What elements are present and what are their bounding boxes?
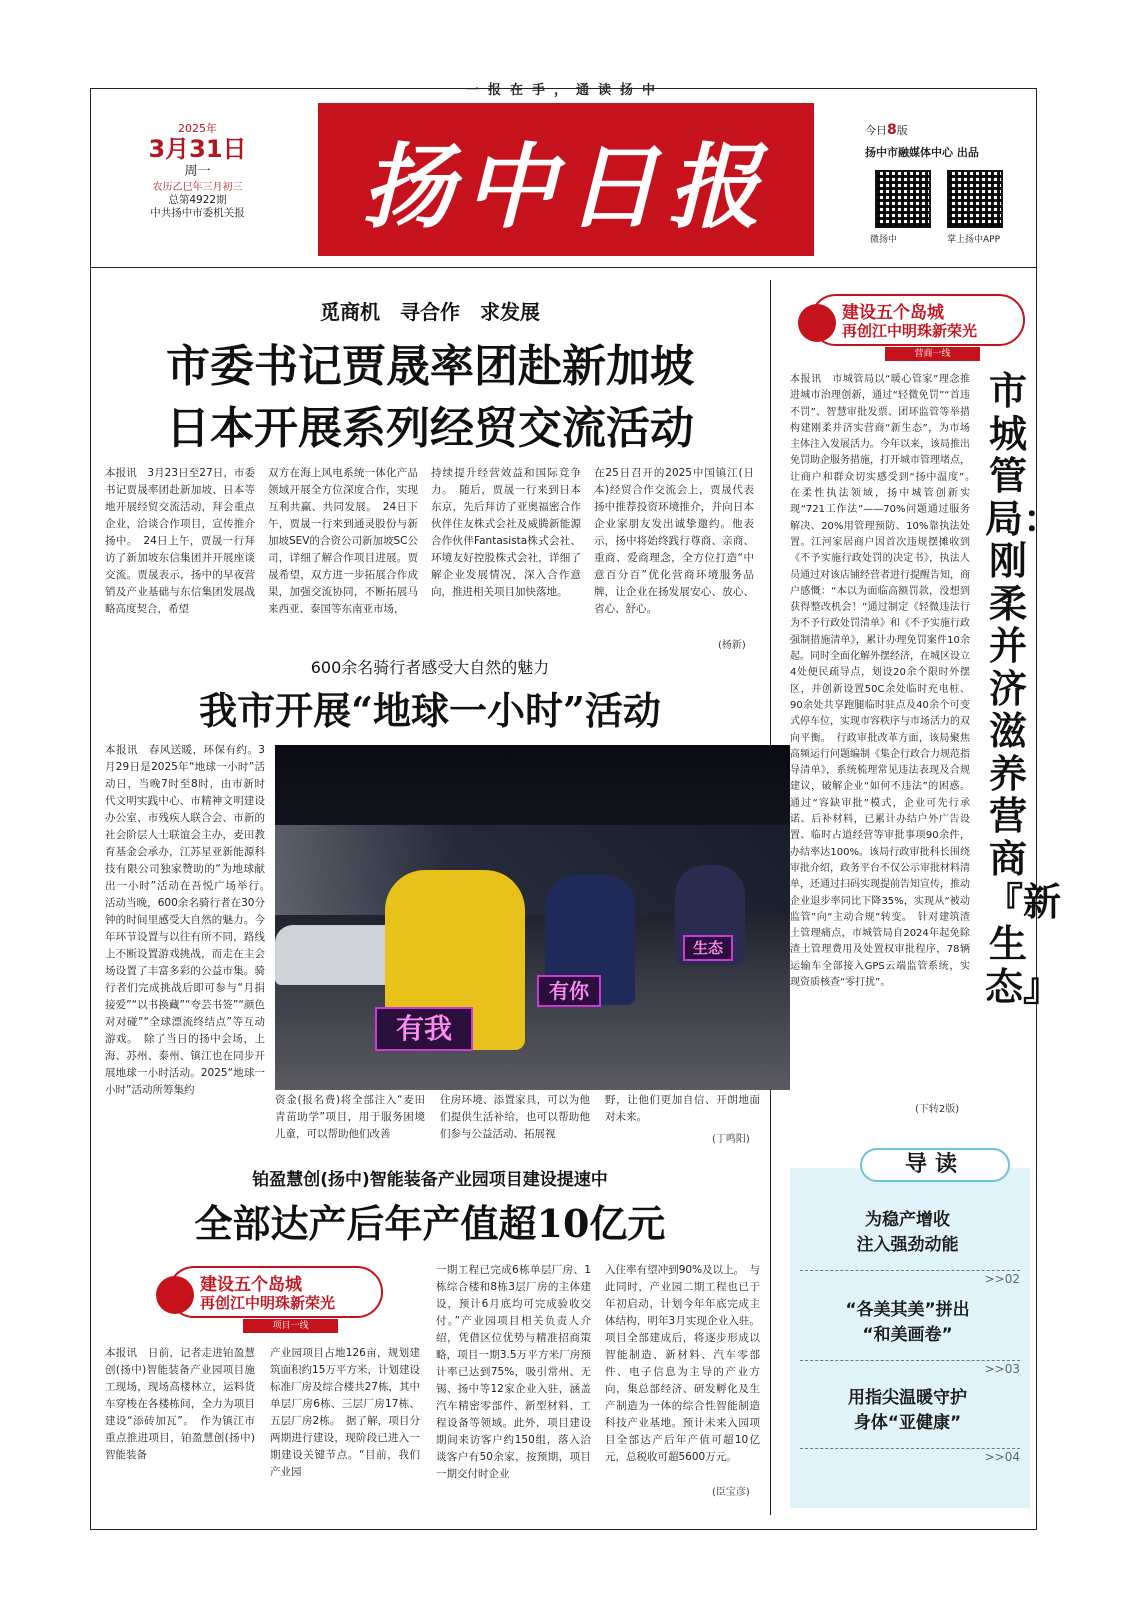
date-block [140, 122, 255, 221]
banner-tag: 营商一线 [885, 347, 980, 361]
guide-item-2-page[interactable]: >>03 [800, 1360, 1020, 1376]
lead-kicker: 觅商机 寻合作 求发展 [320, 300, 540, 324]
lead-title-line1: 市委书记贾晟率团赴新加坡 [166, 341, 694, 392]
story3-title: 全部达产后年产值超10亿元 [194, 1201, 666, 1246]
lead-col-1: 本报讯 3月23日至27日，市委书记贾晟率团赴新加坡、日本等地开展经贸交流活动，拜会重点企业，洽谈合作项目，宣传推介扬中。 24日上午，贾晟一行拜访了新加坡东信集团并开展座谈交流。贾晟表示，扬中的早夜营销及产业基础与东信集团发展战略高度契合，希望 [105, 467, 255, 615]
guide-item-1[interactable] [800, 1208, 1015, 1257]
publisher-org: 中共扬中市委机关报 [150, 207, 245, 220]
lead-credit: (杨新) [718, 640, 746, 651]
banner-line1: 建设五个岛城 [200, 1275, 302, 1295]
story2-kicker: 600余名骑行者感受大自然的魅力 [310, 658, 550, 677]
story3-col-1: 本报讯 日前，记者走进铂盈慧创(扬中)智能装备产业园项目施工现场，现场高楼林立，运料货车穿梭在各楼栋间，全力为项目建设“添砖加瓦”。 作为镇江市重点推进项目，铂盈慧创(扬中)智能装备 [105, 1347, 255, 1461]
lead-col-4: 在25日召开的2025中国镇江(日本)经贸合作交流会上，贾晟代表扬中推荐投资环境推介，并向日本企业家朋友发出诚挚邀约。他表示，扬中将始终践行尊商、亲商、重商、爱商理念，全方位打造“中意百分百”优化营商环境服务品牌，让企业在扬发展安心、放心、省心、舒心。 [594, 467, 754, 615]
qr-code-wechat[interactable] [875, 170, 931, 228]
guide-item-2-line2: “和美画卷” [862, 1324, 953, 1345]
story2-col-2: 资金(报名费)将全部注入“麦田青苗助学”项目，用于服务困境儿童，可以帮助他们改善 [275, 1094, 425, 1140]
photo-sign-2: 有你 [537, 975, 601, 1007]
banner-line2: 再创江中明珠新荣光 [200, 1294, 336, 1312]
guide-item-2-line1: “各美其美”拼出 [845, 1300, 970, 1320]
story2-col-4: 野，让他们更加自信、开朗地面对未来。 [605, 1094, 760, 1123]
slogan: 一报在手，通读扬中 [465, 83, 664, 98]
banner-line2: 再创江中明珠新荣光 [842, 322, 978, 340]
producer: 扬中市融媒体中心 出品 [865, 146, 979, 159]
pages-unit: 版 [896, 124, 908, 137]
masthead-title: 扬中日报 [361, 132, 770, 241]
guide-item-3[interactable] [800, 1386, 1015, 1435]
banner-emblem [798, 304, 836, 342]
story2-col-3: 住房环境、添置家具，可以为他们提供生活补给，也可以帮助他们参与公益活动、拓展视 [440, 1094, 590, 1140]
qr2-label: 掌上扬中APP [946, 235, 1000, 245]
banner-line1: 建设五个岛城 [842, 303, 944, 323]
lunar-date: 农历乙巳年三月初三 [152, 181, 243, 193]
pages-label: 今日 [865, 124, 887, 137]
qr-codes [875, 170, 1003, 228]
guide-item-2[interactable] [800, 1298, 1015, 1347]
guide-item-1-line2: 注入强劲动能 [856, 1234, 959, 1255]
photo-sign-1: 有我 [375, 1007, 473, 1051]
lead-title-line2: 日本开展系列经贸交流活动 [166, 403, 694, 454]
guide-item-3-line2: 身体“亚健康” [853, 1412, 962, 1433]
guide-item-1-line1: 为稳产增收 [865, 1210, 950, 1230]
guide-caption: 导读 [860, 1148, 1010, 1182]
story3-col-4: 入住率有望冲到90%及以上。 与此同时，产业园二期工程也已于年初启动，计划今年年底完成主体结构，明年3月实现企业入驻。项目全部建成后，将逐步形成以智能制造、新材料、汽车零部件、电子信息为主导的产业方向，集总部经济、研发孵化及生产制造为一体的综合性智能制造科技产业基地。预计未来入园项目全部达产后年产值可超10亿元，总税收可超5600万元。 [605, 1264, 760, 1463]
story3-kicker: 铂盈慧创(扬中)智能装备产业园项目建设提速中 [252, 1170, 608, 1190]
side-body: 本报讯 市城管局以“暖心管家”理念推进城市治理创新，通过“轻微免罚”“首违不罚”、智慧审批发票、团环监管等举措构建刚柔并济实营商“新生态”，为市场主体注入发展活力。今年以来，该局推出免罚助企服务措施，打开城市管理堵点，让商户和群众切实感受到“扬中温度”。 在柔性执法领域，扬中城管创新实现“721工作法”——70%问题通过服务解决、20%用管理预防、10%靠执法处置。江河家居商户因首次违规摆摊收到《不予实施行政处罚的决定书》，执法人员通过对该店铺经营者进行提醒告知，商户感慨：“本以为面临高额罚款，没想到获得整改机会！”通过制定《轻微违法行为不予行政处罚清单》和《不予实施行政强制措施清单》，累计办理免罚案件10余起。同时全面化解外摆经济，在城区设立4处便民疏导点，划设20余个限时外摆区，并创新设置50C余处临时充电桩、90余处共享跑腿临时驻点及40余个可变式停车位，实现市容秩序与市场活力的双向平衡。 行政审批改革方面，该局聚焦高频运行问题编制《集企行政合力规范指导清单》，系统梳理常见违法表现及合规建议，破解企业“如何不违法”的困惑。通过“容缺审批”模式，企业可先行承诺、后补材料，已累计办结户外广告设置、临时占道经营等审批事项90余件，办结率达100%。该局行政审批科长围绕审批介绍，政务平台不仅公示审批材料清单，还通过扫码实现提前告知宣传，推动企业退步率同比下降35%，实现从“被动监管”向“主动合规”转变。 针对建筑渣土管理痛点，市城管局自2024年起免除渣土管理费用及处置权审批程序，78辆运输车全部接入GPS云端监管系统，实现资质核查“零打扰”。 [790, 374, 980, 988]
qr1-label: 微扬中 [870, 235, 898, 245]
story3-col-2: 产业园项目占地126亩，规划建筑面积约15万平方米，计划建设标准厂房及综合楼共27栋，其中单层厂房6栋、三层厂房17栋、五层厂房2栋。 据了解，项目分两期进行建设，现阶段已进入一期建设关键节点。“目前，我们产业园 [270, 1347, 420, 1478]
side-divider-top [770, 267, 771, 268]
story2-col-1: 本报讯 春风送暖，环保有约。3月29日是2025年“地球一小时”活动日，当晚7时至8时，由市新时代文明实践中心、市精神文明建设办公室、市残疾人联合会、市新的社会阶层人士联谊会主办，麦田教育基金会承办，江苏星亚新能源科技有限公司独家赞助的“为地球献出一小时”活动在吾悦广场举行。 活动当晚，600余名骑行者在30分钟的时间里感受大自然的魅力。今年环节设置与以往有所不同，路线上不断设置游戏挑战，而走在主会场设置了丰富多彩的公益市集。骑行者们完成挑战后即可参与“月捐接爱”“以书换藏”“夸芸书签”“颜色对对碰”“全球漂流终结点”等互动游戏。 除了当日的扬中会场，上海、苏州、泰州、镇江也在同步开展地球一小时活动。2025“地球一小时”活动所筹集约 [105, 744, 276, 1096]
story3-col-3: 一期工程已完成6栋单层厂房、1栋综合楼和8栋3层厂房的主体建设，预计6月底均可完成验收交付。”产业园项目相关负责人介绍，凭借区位优势与精准招商策略，项目一期3.5万平方米厂房预计率已达到75%，吸引常州、无锡、扬中等12家企业入驻，涵盖汽车精密零部件、新型材料、工程设备等领域。此外，项目建设期间来访客户约150组，落入洽谈客户有50余家，按预期，项目一期交付时企业 [436, 1264, 591, 1480]
lead-col-2: 双方在海上风电系统一体化产品领域开展全方位深度合作，实现互利共赢、共同发展。 24日下午，贾晟一行来到通灵股份与新加坡SEV的合资公司新加坡SC公司，详细了解合作项目进展。贾晟希望，双方进一步拓展合作成果，加强交流协同，不断拓展马来西亚、泰国等东南亚市场， [268, 467, 418, 615]
story2-credit: (丁鸣阳) [712, 1134, 750, 1145]
pages-count: 8 [887, 122, 897, 138]
month-day: 3月31日 [148, 135, 247, 164]
header-divider [90, 267, 1037, 268]
guide-box [790, 1152, 1030, 1508]
qr-code-app[interactable] [947, 170, 1003, 228]
masthead [318, 103, 814, 256]
banner-business [790, 290, 1025, 362]
guide-item-3-page[interactable]: >>04 [800, 1448, 1020, 1464]
banner-project [148, 1262, 383, 1334]
issue-number: 总第4922期 [168, 193, 227, 206]
lead-col-3: 持续提升经营效益和国际竞争力。 随后，贾晟一行来到日本东京，先后拜访了亚奥福密合作伙伴住友株式会社及威腾新能源合作伙伴Fantasista株式会社、环境友好控股株式会社，详细了解企业发展情况，深入合作意向，推进相关项目加快落地。 [431, 467, 581, 598]
qr-labels [870, 232, 1000, 245]
guide-item-3-line1: 用指尖温暖守护 [848, 1388, 967, 1408]
banner-tag: 项目一线 [243, 1319, 338, 1333]
story2-photo [275, 745, 790, 1090]
side-continued: (下转2版) [915, 1104, 960, 1115]
guide-item-1-page[interactable]: >>02 [800, 1270, 1020, 1286]
pages-info [865, 120, 1005, 162]
side-vertical-title: 市城管局：刚柔并济滋养营商『新生态』 [985, 368, 1062, 1009]
story2-title: 我市开展“地球一小时”活动 [199, 688, 661, 733]
story3-credit: (臣宝彦) [712, 1487, 750, 1498]
weekday: 周一 [184, 163, 211, 179]
year: 2025年 [178, 122, 217, 135]
photo-sign-3: 生态 [683, 935, 733, 961]
banner-emblem [156, 1276, 194, 1314]
